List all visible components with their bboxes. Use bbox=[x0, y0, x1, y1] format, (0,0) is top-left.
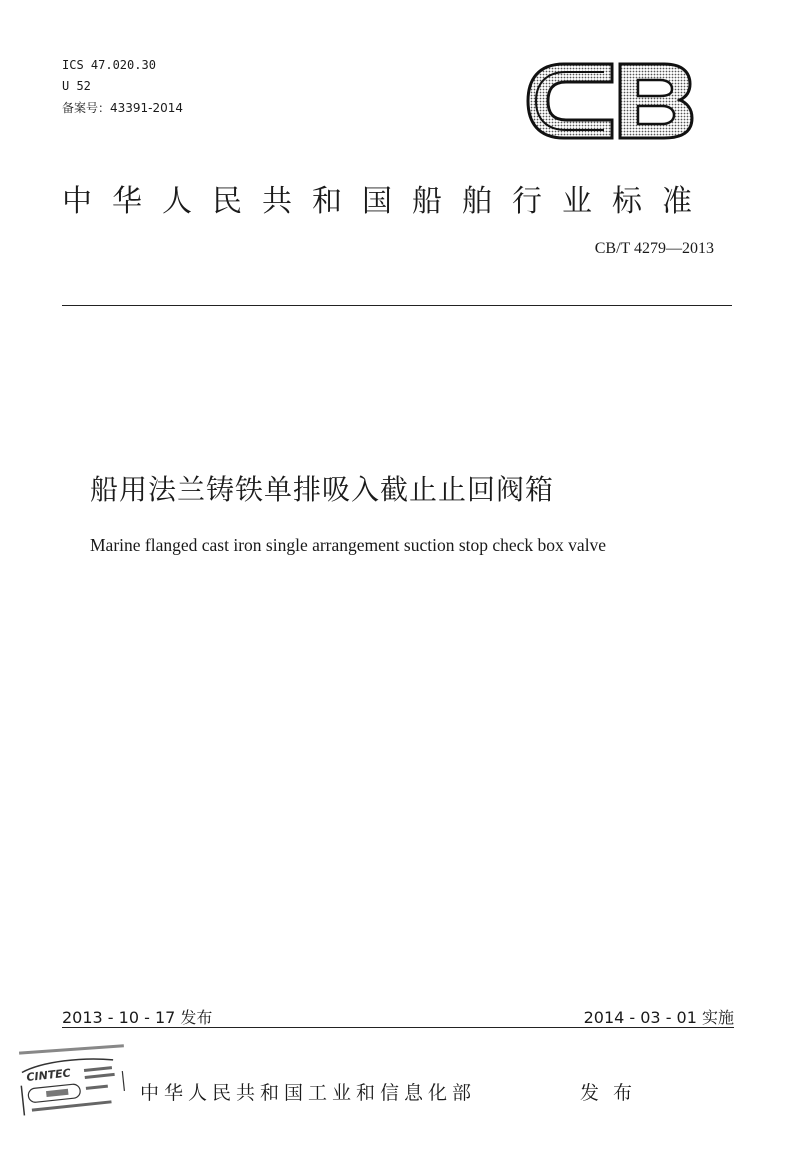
svg-text:CINTEC: CINTEC bbox=[25, 1066, 72, 1085]
cb-logo-icon bbox=[524, 58, 694, 144]
document-title-cn: 船用法兰铸铁单排吸入截止止回阀箱 bbox=[90, 473, 555, 506]
ics-code: ICS 47.020.30 bbox=[62, 58, 156, 72]
document-title-en: Marine flanged cast iron single arrangement suction stop check box valve bbox=[90, 535, 607, 555]
issue-date: 2013 - 10 - 17 发布 bbox=[62, 1008, 213, 1027]
ccs-code: U 52 bbox=[62, 79, 91, 93]
issuing-ministry: 中华人民共和国工业和信息化部 bbox=[140, 1082, 477, 1104]
record-number: 备案号：43391-2014 bbox=[62, 101, 184, 115]
publish-label: 发布 bbox=[580, 1082, 647, 1104]
implementation-date: 2014 - 03 - 01 实施 bbox=[583, 1008, 734, 1027]
header-divider bbox=[62, 305, 732, 306]
cintec-stamp bbox=[15, 1040, 135, 1120]
footer-divider bbox=[62, 1027, 734, 1028]
industry-standard-title: 中华人民共和国船舶行业标准 bbox=[62, 184, 712, 219]
standard-number: CB/T 4279—2013 bbox=[594, 240, 714, 257]
